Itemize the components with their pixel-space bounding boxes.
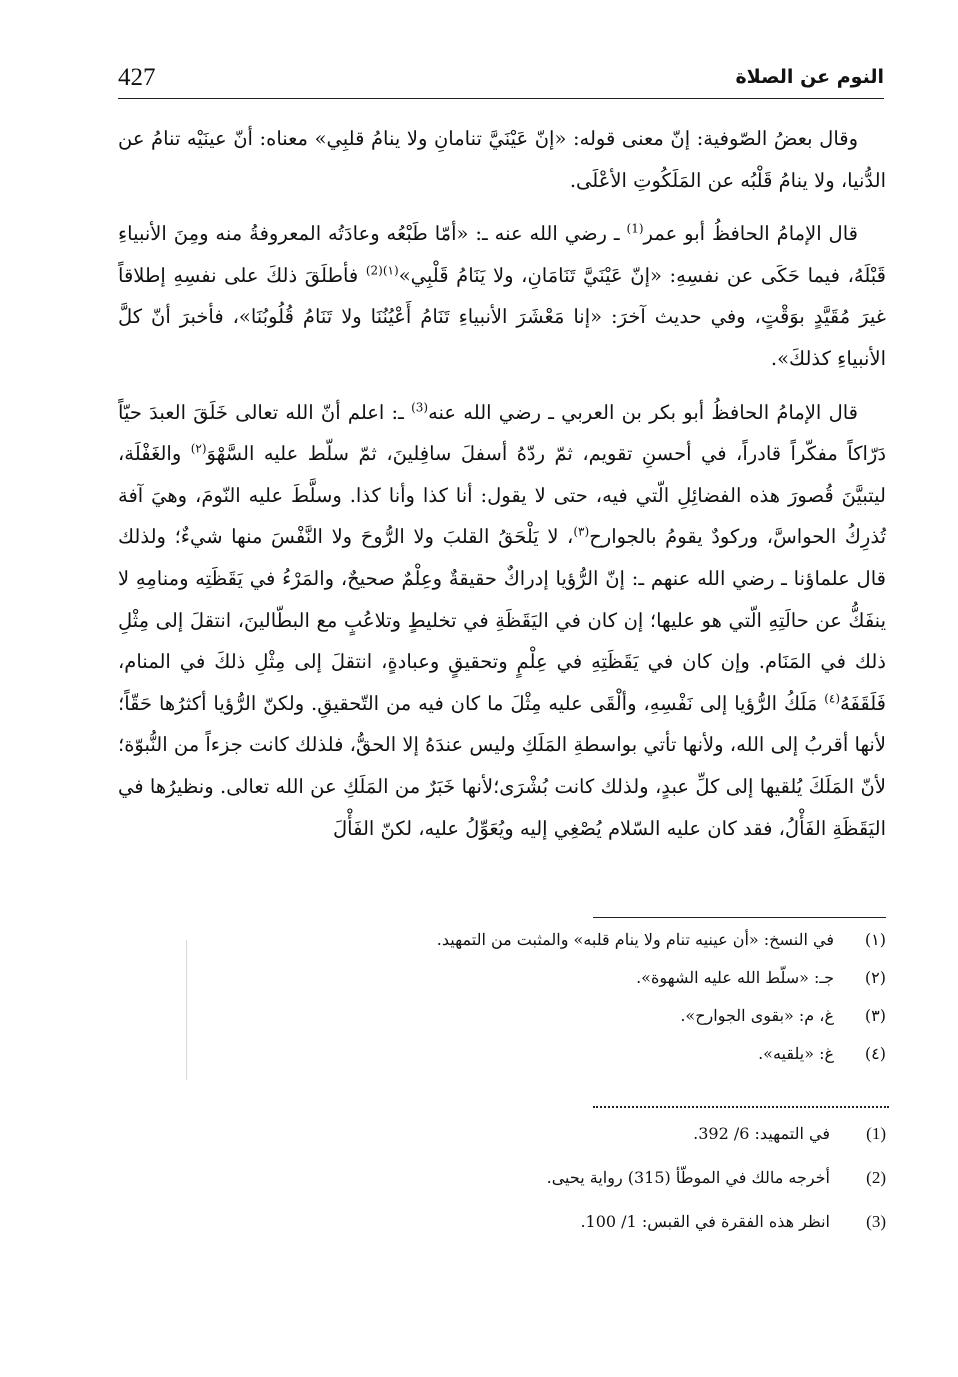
endnote — [186, 1168, 886, 1212]
paragraph-3-text-c: والغَفْلَة، ليتبيَّنَ قُصورَ هذه الفضائِلِ الّتي فيه، حتى لا يقول: أنا كذا وأنا كذا. وسلَّطَ عليه النّومَ، وهيَ آفة تُذرِكُ الحواسَّ، وركودٌ يقومُ بالجوارح — [118, 442, 886, 549]
note-ref-5: (٣) — [573, 524, 590, 539]
endnote-divider — [593, 1106, 889, 1108]
paragraph-3-text-b: ـ: اعلم أنّ الله تعالى خَلَقَ العبدَ حيّاً دَرّاكاً مفكّراً قادراً، في أحسنِ تقويم، ثمّ ردّهُ أسفلَ سافِلينَ، ثمّ سلّط عليه السَّهْوَ — [118, 400, 887, 466]
note-ref-4: (٢) — [190, 441, 207, 456]
endnote-text: في التمهيد: 6/ 392. — [693, 1124, 830, 1143]
note-ref-2: (١)(2) — [365, 263, 399, 278]
paragraph-1 — [118, 118, 886, 201]
paragraph-2-text-c: فأطلَقَ ذلكَ على نفسِهِ إطلاقاً غيرَ مُقَيَّدٍ بوَقْتٍ، وفي حديث آخرَ: «إنا مَعْشَرَ الأنبياءِ تَنَامُ أَعْيُنُنَا ولا تَنَامُ قُلُوبُنَا»، فأخبرَ أنّ كلَّ الأنبياءِ كذلكَ». — [118, 263, 886, 370]
endnotes — [186, 1124, 886, 1256]
footnotes — [186, 930, 886, 1082]
note-ref-3: (3) — [411, 400, 429, 415]
footnote-divider — [593, 917, 886, 918]
paragraph-2-text-a: قال الإمامُ الحافظُ أبو عمر — [643, 222, 858, 246]
endnote-number: (3) — [866, 1212, 886, 1231]
paragraph-3-text-a: قال الإمامُ الحافظُ أبو بكر بن العربي ـ رضي الله عنه — [428, 400, 859, 424]
footnote-number: (٢) — [864, 968, 886, 987]
paragraph-3-text-e: مَلَكُ الرُّؤيا إلى نَفْسِهِ، وألْقَى عليه مِثْلَ ما كان فيه من التّحقيقِ. ولكنّ الرُّؤيا أكثرُها حَقّاً؛ لأنها أقربُ إلى الله، ولأنها تأتي بواسطةِ المَلَكِ وليس عندَهُ إلا الحقُّ، فلذلك كانت جزءاً من النُّبوّة؛ لأنّ المَلَكَ يُلقيها إلى كلِّ عبدٍ، ولذلك كانت بُشْرَى؛لأنها خَبَرٌ من المَلَكِ عن الله تعالى. ونظيرُها في اليَقَظَةِ الفَأْلُ، فقد كان عليه السّلام يُصْغِي إليه ويُعَوِّلُ عليه، لكنّ الفَأْلَ — [118, 691, 886, 840]
footnote — [186, 968, 886, 1006]
footnote — [186, 1006, 886, 1044]
footnote-number: (١) — [864, 930, 886, 949]
endnote-text: انظر هذه الفقرة في القبس: 1/ 100. — [580, 1212, 830, 1231]
endnote-text: أخرجه مالك في الموطّأ (315) رواية يحيى. — [546, 1168, 830, 1187]
endnote — [186, 1124, 886, 1168]
page-number: 427 — [118, 64, 156, 91]
note-ref-6: (٤) — [824, 691, 841, 706]
endnote — [186, 1212, 886, 1256]
paragraph-1-text: وقال بعضُ الصّوفية: إنّ معنى قوله: «إنّ عَيْنَيَّ تنامانِ ولا ينامُ قلبِي» معناه: أنّ عينَيْه تنامُ عن الدُّنيا، ولا ينامُ قَلْبُه عن المَلَكُوتِ الأعْلَى. — [118, 127, 886, 192]
footnote-text: جـ: «سلّط الله عليه الشهوة». — [636, 968, 834, 987]
footnote-number: (٣) — [864, 1006, 886, 1025]
footnote-text: غ: «يلقيه». — [758, 1044, 834, 1063]
endnote-number: (2) — [866, 1168, 886, 1187]
margin-line — [186, 940, 187, 1080]
note-ref-1: (1) — [626, 221, 644, 236]
footnote — [186, 930, 886, 968]
main-text — [118, 118, 886, 861]
footnote-text: في النسخ: «أن عينيه تنام ولا ينام قلبه» والمثبت من التمهيد. — [436, 930, 834, 949]
running-title: النوم عن الصلاة — [735, 66, 884, 88]
endnote-number: (1) — [866, 1124, 886, 1143]
paragraph-2-text-b: ـ رضي الله عنه ـ: «أمّا طَبْعُه وعادَتُه المعروفةُ منه ومِنَ الأنبياءِ قَبْلَهُ، فيما حَكَى عن نفسِهِ: «إنّ عَيْنَيَّ تَنَامَانِ، ولا يَنَامُ قَلْبِي» — [118, 222, 886, 287]
footnote-text: غ، م: «بقوى الجوارح». — [680, 1006, 834, 1025]
page-header — [118, 58, 884, 99]
footnote-number: (٤) — [864, 1044, 886, 1063]
footnote — [186, 1044, 886, 1082]
paragraph-3 — [118, 392, 886, 850]
paragraph-3-text-d: ، لا يَلْحَقُ القلبَ ولا الرُّوحَ ولا النَّفْسَ منها شيءٌ؛ ولذلك قال علماؤنا ـ رضي الله عنهم ـ: إنّ الرُّؤيا إدراكٌ حقيقةٌ وعِلْمٌ صحيحٌ، والمَرْءُ في يَقَظَتِه ومنامِهِ لا ينفَكُّ عن حالَتِهِ الّتي هو عليها؛ إن كان في اليَقَظَةِ في تخليطٍ وتلاعُبٍ مع البطّالينَ، انتقلَ إلى مِثْلِ ذلك في المَنَام. وإن كان في يَقَظَتِهِ في عِلْمٍ وتحقيقٍ وعبادةٍ، انتقلَ إلى مِثْلِ ذلكَ في المنام، فَلَقَفَهُ — [118, 525, 886, 715]
paragraph-2 — [118, 213, 886, 379]
